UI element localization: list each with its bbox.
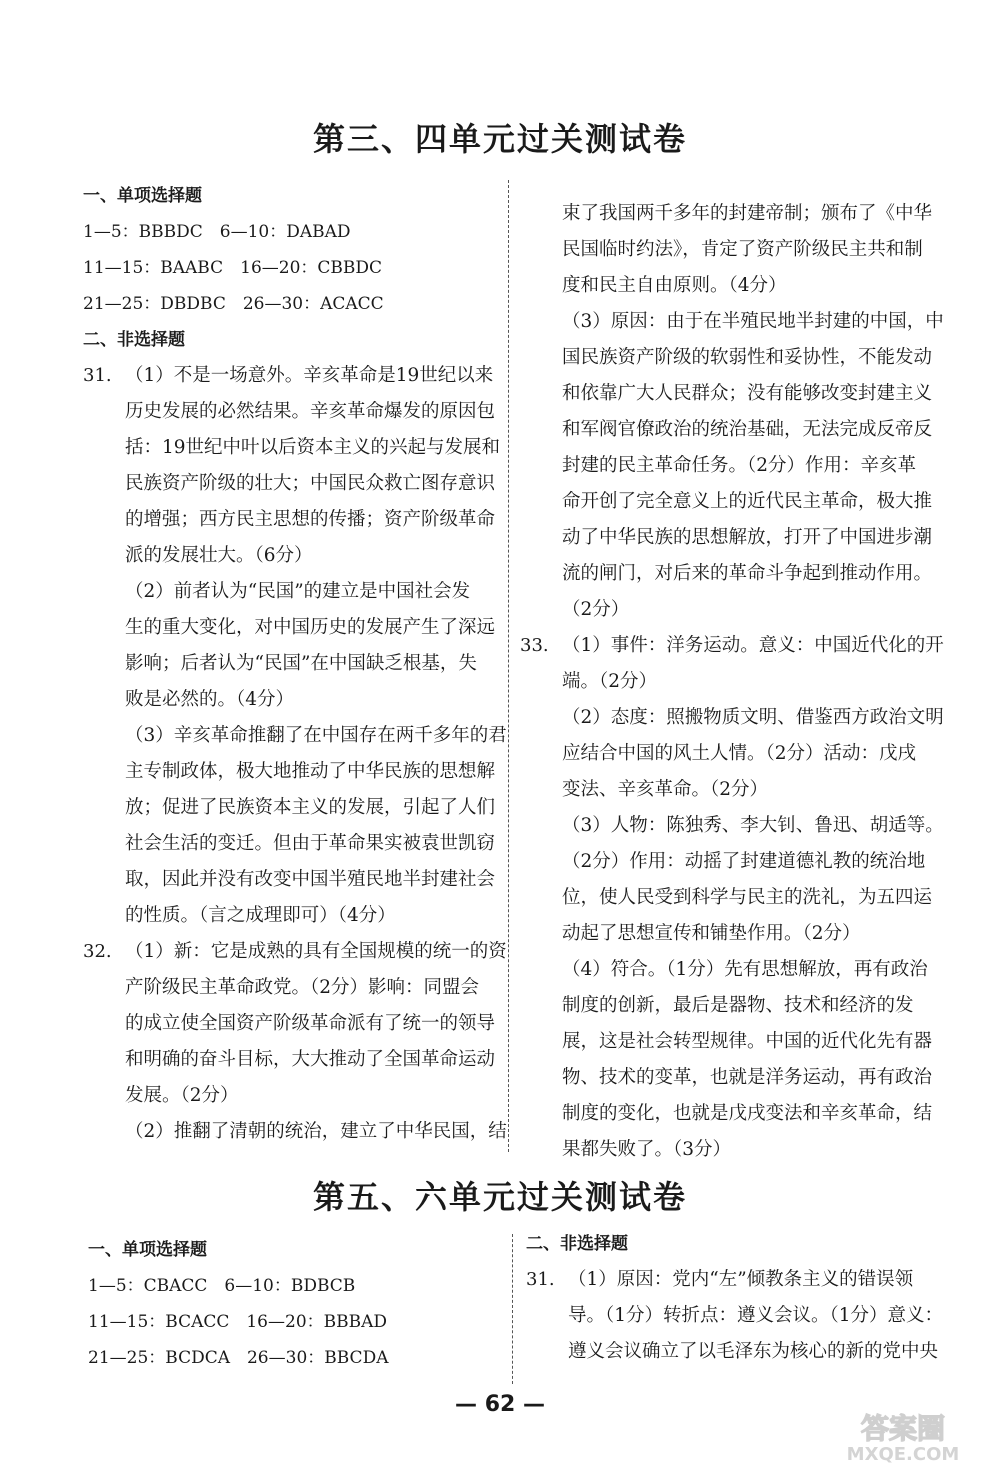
test1-left-column bbox=[83, 178, 507, 1150]
text-line: 民国临时约法》，肯定了资产阶级民主共和制 bbox=[562, 239, 923, 260]
question-body bbox=[568, 1262, 946, 1370]
text-line: 和明确的奋斗目标，大大推动了全国革命运动 bbox=[125, 1049, 496, 1070]
test1-section1-heading: 一、单项选择题 bbox=[83, 186, 202, 206]
text-line: 导。（1分）转折点：遵义会议。（1分）意义： bbox=[568, 1305, 944, 1326]
test1-right-column bbox=[520, 196, 944, 1168]
test1-answer-row: 1—5：BBBDC 6—10：DABAD bbox=[83, 222, 351, 242]
text-line: （1）事件：洋务运动。意义：中国近代化的开 bbox=[562, 635, 944, 656]
question-number: 31. bbox=[83, 365, 112, 386]
page-number: — 62 — bbox=[455, 1392, 545, 1417]
question-number: 33. bbox=[520, 635, 549, 656]
text-line: 制度的创新，最后是器物、技术和经济的发 bbox=[562, 995, 914, 1016]
text-line: 的增强；西方民主思想的传播；资产阶级革命 bbox=[125, 509, 496, 530]
text-line: 制度的变化，也就是戊戌变法和辛亥革命，结 bbox=[562, 1103, 933, 1124]
test2-title: 第五、六单元过关测试卷 bbox=[312, 1178, 687, 1216]
test2-answer-row: 1—5：CBACC 6—10：BDBCB bbox=[88, 1276, 356, 1296]
test1-question-33 bbox=[520, 628, 944, 1168]
text-line: （4）符合。（1分）先有思想解放，再有政治 bbox=[562, 959, 928, 980]
test2-answer-row: 11—15：BCACC 16—20：BBBAD bbox=[88, 1312, 388, 1332]
watermark-logo bbox=[828, 1408, 978, 1466]
text-line: 的性质。（言之成理即可）（4分） bbox=[125, 905, 396, 926]
text-line: 束了我国两千多年的封建帝制；颁布了《中华 bbox=[562, 203, 933, 224]
text-line: 放；促进了民族资本主义的发展，引起了人们 bbox=[125, 797, 496, 818]
text-line: 展，这是社会转型规律。中国的近代化先有器 bbox=[562, 1031, 933, 1052]
text-line: 流的闸门，对后来的革命斗争起到推动作用。 bbox=[562, 563, 933, 584]
text-line: 产阶级民主革命政党。（2分）影响：同盟会 bbox=[125, 977, 480, 998]
watermark-top-text: 答案圈 bbox=[860, 1412, 946, 1445]
test1-answer-row: 11—15：BAABC 16—20：CBBDC bbox=[83, 258, 383, 278]
text-line: 位，使人民受到科学与民主的洗礼，为五四运 bbox=[562, 887, 933, 908]
text-line: 民族资产阶级的壮大；中国民众救亡图存意识 bbox=[125, 473, 496, 494]
text-line: （2分） bbox=[562, 599, 630, 620]
watermark-bottom-text: MXQE.COM bbox=[846, 1444, 960, 1465]
text-line: 命开创了完全意义上的近代民主革命，极大推 bbox=[562, 491, 933, 512]
test1-question-32 bbox=[83, 934, 507, 1150]
question-body bbox=[562, 628, 944, 1168]
text-line: （2分）作用：动摇了封建道德礼教的统治地 bbox=[562, 851, 926, 872]
text-line: （2）态度：照搬物质文明、借鉴西方政治文明 bbox=[562, 707, 944, 728]
text-line: （3）辛亥革命推翻了在中国存在两千多年的君 bbox=[125, 725, 507, 746]
test2-section2-heading: 二、非选择题 bbox=[526, 1234, 628, 1254]
text-line: 的成立使全国资产阶级革命派有了统一的领导 bbox=[125, 1013, 496, 1034]
text-line: 遵义会议确立了以毛泽东为核心的新的党中央 bbox=[568, 1341, 939, 1362]
text-line: 取，因此并没有改变中国半殖民地半封建社会 bbox=[125, 869, 496, 890]
text-line: 变法、辛亥革命。（2分） bbox=[562, 779, 769, 800]
text-line: 和依靠广大人民群众；没有能够改变封建主义 bbox=[562, 383, 933, 404]
text-line: （1）不是一场意外。辛亥革命是19世纪以来 bbox=[125, 365, 494, 386]
text-line: 动起了思想宣传和铺垫作用。（2分） bbox=[562, 923, 861, 944]
column-divider bbox=[508, 180, 509, 1152]
text-line: （2）前者认为“民国”的建立是中国社会发 bbox=[125, 581, 471, 602]
text-line: （3）原因：由于在半殖民地半封建的中国，中 bbox=[562, 311, 944, 332]
test2-right-column bbox=[526, 1226, 946, 1370]
text-line: 封建的民主革命任务。（2分）作用：辛亥革 bbox=[562, 455, 917, 476]
text-line: 社会生活的变迁。但由于革命果实被袁世凯窃 bbox=[125, 833, 496, 854]
text-line: 历史发展的必然结果。辛亥革命爆发的原因包 bbox=[125, 401, 496, 422]
text-line: 度和民主自由原则。（4分） bbox=[562, 275, 787, 296]
question-number: 32. bbox=[83, 941, 112, 962]
test1-question-31 bbox=[83, 358, 507, 934]
test1-title: 第三、四单元过关测试卷 bbox=[312, 120, 687, 158]
question-body bbox=[125, 358, 507, 934]
test2-question-31 bbox=[526, 1262, 946, 1370]
question-32-continued bbox=[520, 196, 944, 628]
test1-answer-row: 21—25：DBDBC 26—30：ACACC bbox=[83, 294, 384, 314]
text-line: 派的发展壮大。（6分） bbox=[125, 545, 313, 566]
text-line: 发展。（2分） bbox=[125, 1085, 239, 1106]
test1-section2-heading: 二、非选择题 bbox=[83, 330, 185, 350]
test2-section1-heading: 一、单项选择题 bbox=[88, 1240, 207, 1260]
text-line: （3）人物：陈独秀、李大钊、鲁迅、胡适等。 bbox=[562, 815, 944, 836]
text-line: 应结合中国的风土人情。（2分）活动：戊戌 bbox=[562, 743, 917, 764]
question-number: 31. bbox=[526, 1269, 555, 1290]
text-line: 果都失败了。（3分） bbox=[562, 1139, 732, 1160]
text-line: 生的重大变化，对中国历史的发展产生了深远 bbox=[125, 617, 496, 638]
text-line: 主专制政体，极大地推动了中华民族的思想解 bbox=[125, 761, 496, 782]
text-line: 和军阀官僚政治的统治基础，无法完成反帝反 bbox=[562, 419, 933, 440]
text-line: 物、技术的变革，也就是洋务运动，再有政治 bbox=[562, 1067, 933, 1088]
text-line: 动了中华民族的思想解放，打开了中国进步潮 bbox=[562, 527, 933, 548]
test2-left-column bbox=[88, 1232, 498, 1376]
text-line: 括：19世纪中叶以后资本主义的兴起与发展和 bbox=[125, 437, 501, 458]
question-body bbox=[125, 934, 507, 1150]
text-line: 影响；后者认为“民国”在中国缺乏根基，失 bbox=[125, 653, 477, 674]
text-line: 败是必然的。（4分） bbox=[125, 689, 295, 710]
text-line: 端。（2分） bbox=[562, 671, 658, 692]
text-line: （1）新：它是成熟的具有全国规模的统一的资 bbox=[125, 941, 507, 962]
test2-answer-row: 21—25：BCDCA 26—30：BBCDA bbox=[88, 1348, 389, 1368]
column-divider bbox=[512, 1234, 513, 1384]
text-line: （2）推翻了清朝的统治，建立了中华民国，结 bbox=[125, 1121, 507, 1142]
text-line: 国民族资产阶级的软弱性和妥协性，不能发动 bbox=[562, 347, 933, 368]
text-line: （1）原因：党内“左”倾教条主义的错误领 bbox=[568, 1269, 914, 1290]
